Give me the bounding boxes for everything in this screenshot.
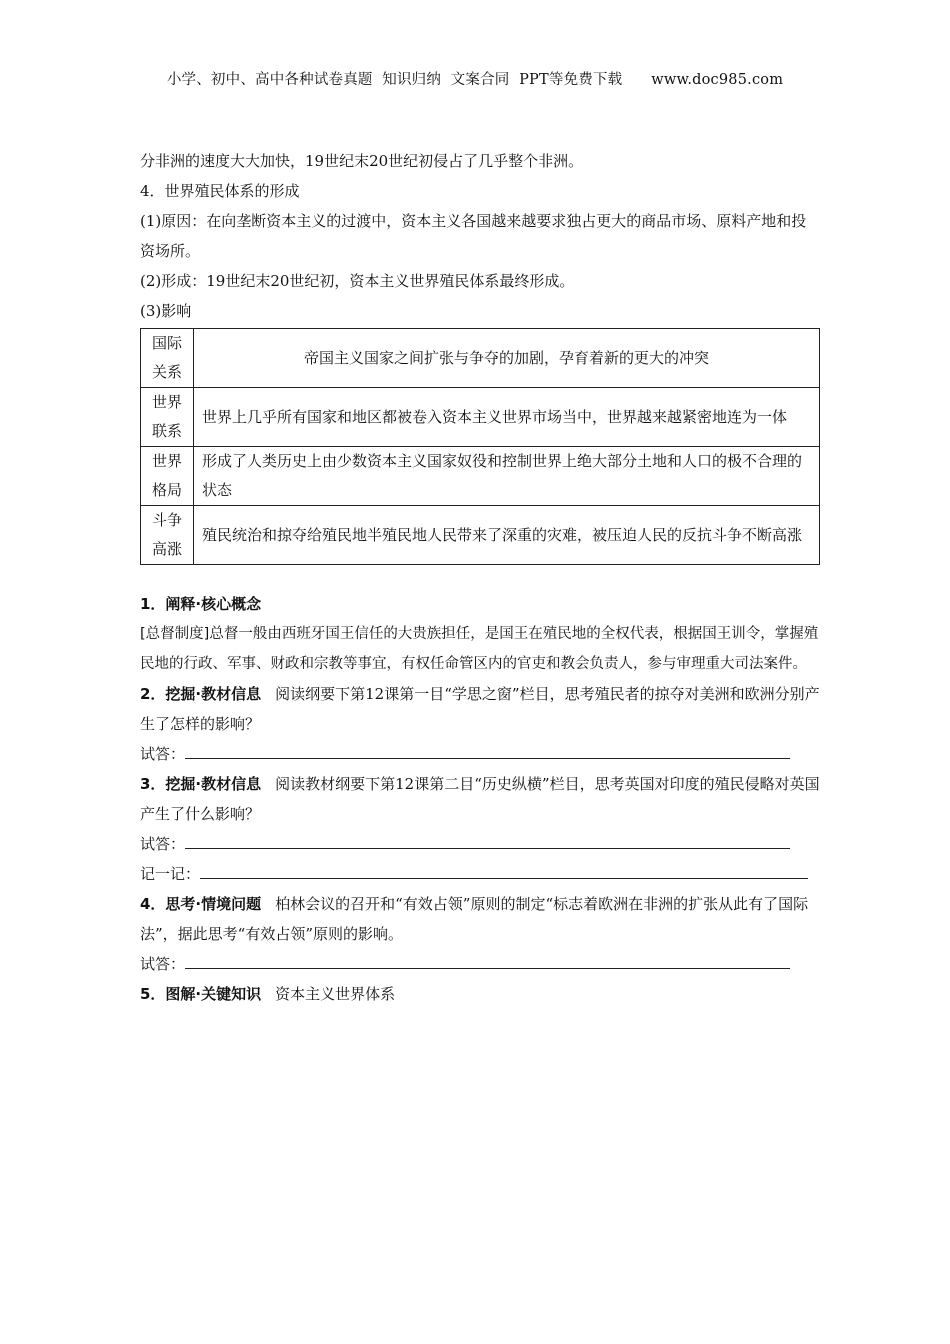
answer-label: 试答： bbox=[140, 955, 186, 973]
memo-blank[interactable] bbox=[200, 860, 808, 879]
memo-label: 记一记： bbox=[140, 865, 201, 883]
key-line: 格局 bbox=[151, 481, 182, 499]
table-row bbox=[141, 506, 820, 565]
task2-answer-row bbox=[140, 739, 820, 769]
table-key-cell bbox=[141, 329, 194, 388]
answer-label: 试答： bbox=[140, 745, 186, 763]
key-line: 国际 bbox=[151, 334, 182, 352]
task1-body: [总督制度]总督一般由西班牙国王信任的大贵族担任，是国王在殖民地的全权代表，根据国王训令，掌握殖民地的行政、军事、财政和宗教等事宜，有权任命管区内的官吏和教会负责人，参与审理重大司法案件。 bbox=[140, 626, 819, 672]
task2-title: 2．挖掘·教材信息 bbox=[140, 685, 262, 703]
task3-body: 阅读教材纲要下第12课第二目“历史纵横”栏目，思考英国对印度的殖民侵略对英国产生了什么影响？ bbox=[140, 775, 820, 823]
task1-title: 1．阐释·核心概念 bbox=[140, 595, 262, 613]
formation-paragraph: (2)形成：19世纪末20世纪初，资本主义世界殖民体系最终形成。 bbox=[140, 272, 575, 290]
key-line: 世界 bbox=[151, 393, 182, 411]
task4-answer-row bbox=[140, 949, 820, 979]
memo-row bbox=[140, 859, 820, 889]
intro-line: 分非洲的速度大大加快，19世纪末20世纪初侵占了几乎整个非洲。 bbox=[140, 152, 584, 170]
task3-answer-row bbox=[140, 829, 820, 859]
key-line: 联系 bbox=[151, 422, 182, 440]
task4-title: 4．思考·情境问题 bbox=[140, 895, 262, 913]
answer-label: 试答： bbox=[140, 835, 186, 853]
task5 bbox=[140, 979, 820, 1009]
task4-body: 柏林会议的召开和“有效占领”原则的制定“标志着欧洲在非洲的扩张从此有了国际法”，据此思考“有效占领”原则的影响。 bbox=[140, 895, 809, 943]
task4 bbox=[140, 889, 820, 949]
key-line: 斗争 bbox=[151, 511, 182, 529]
impact-table bbox=[140, 328, 820, 565]
section-title: 4．世界殖民体系的形成 bbox=[140, 182, 300, 200]
impact-title: (3)影响 bbox=[140, 302, 192, 320]
task3 bbox=[140, 769, 820, 829]
answer-blank[interactable] bbox=[185, 830, 790, 849]
task2 bbox=[140, 679, 820, 739]
key-line: 关系 bbox=[151, 363, 182, 381]
task3-title: 3．挖掘·教材信息 bbox=[140, 775, 262, 793]
task5-body: 资本主义世界体系 bbox=[275, 985, 396, 1003]
table-value-cell: 殖民统治和掠夺给殖民地半殖民地人民带来了深重的灾难，被压迫人民的反抗斗争不断高涨 bbox=[194, 506, 820, 565]
answer-blank[interactable] bbox=[185, 740, 790, 759]
table-value-cell: 形成了人类历史上由少数资本主义国家奴役和控制世界上绝大部分土地和人口的极不合理的状态 bbox=[194, 447, 820, 506]
answer-blank[interactable] bbox=[185, 950, 790, 969]
table-row bbox=[141, 388, 820, 447]
key-line: 高涨 bbox=[151, 540, 182, 558]
table-key-cell bbox=[141, 506, 194, 565]
table-key-cell bbox=[141, 388, 194, 447]
table-row bbox=[141, 329, 820, 388]
table-value-cell: 帝国主义国家之间扩张与争夺的加剧，孕育着新的更大的冲突 bbox=[194, 329, 820, 388]
reason-paragraph: (1)原因：在向垄断资本主义的过渡中，资本主义各国越来越要求独占更大的商品市场、原料产地和投资场所。 bbox=[140, 212, 807, 260]
key-line: 世界 bbox=[151, 452, 182, 470]
page-header: 小学、初中、高中各种试卷真题 知识归纳 文案合同 PPT等免费下载 www.doc985.com bbox=[166, 72, 784, 88]
table-row bbox=[141, 447, 820, 506]
document-body bbox=[140, 146, 820, 1009]
table-key-cell bbox=[141, 447, 194, 506]
task2-body: 阅读纲要下第12课第一目“学思之窗”栏目，思考殖民者的掠夺对美洲和欧洲分别产生了怎样的影响？ bbox=[140, 685, 820, 733]
task5-title: 5．图解·关键知识 bbox=[140, 985, 262, 1003]
table-value-cell: 世界上几乎所有国家和地区都被卷入资本主义世界市场当中，世界越来越紧密地连为一体 bbox=[194, 388, 820, 447]
